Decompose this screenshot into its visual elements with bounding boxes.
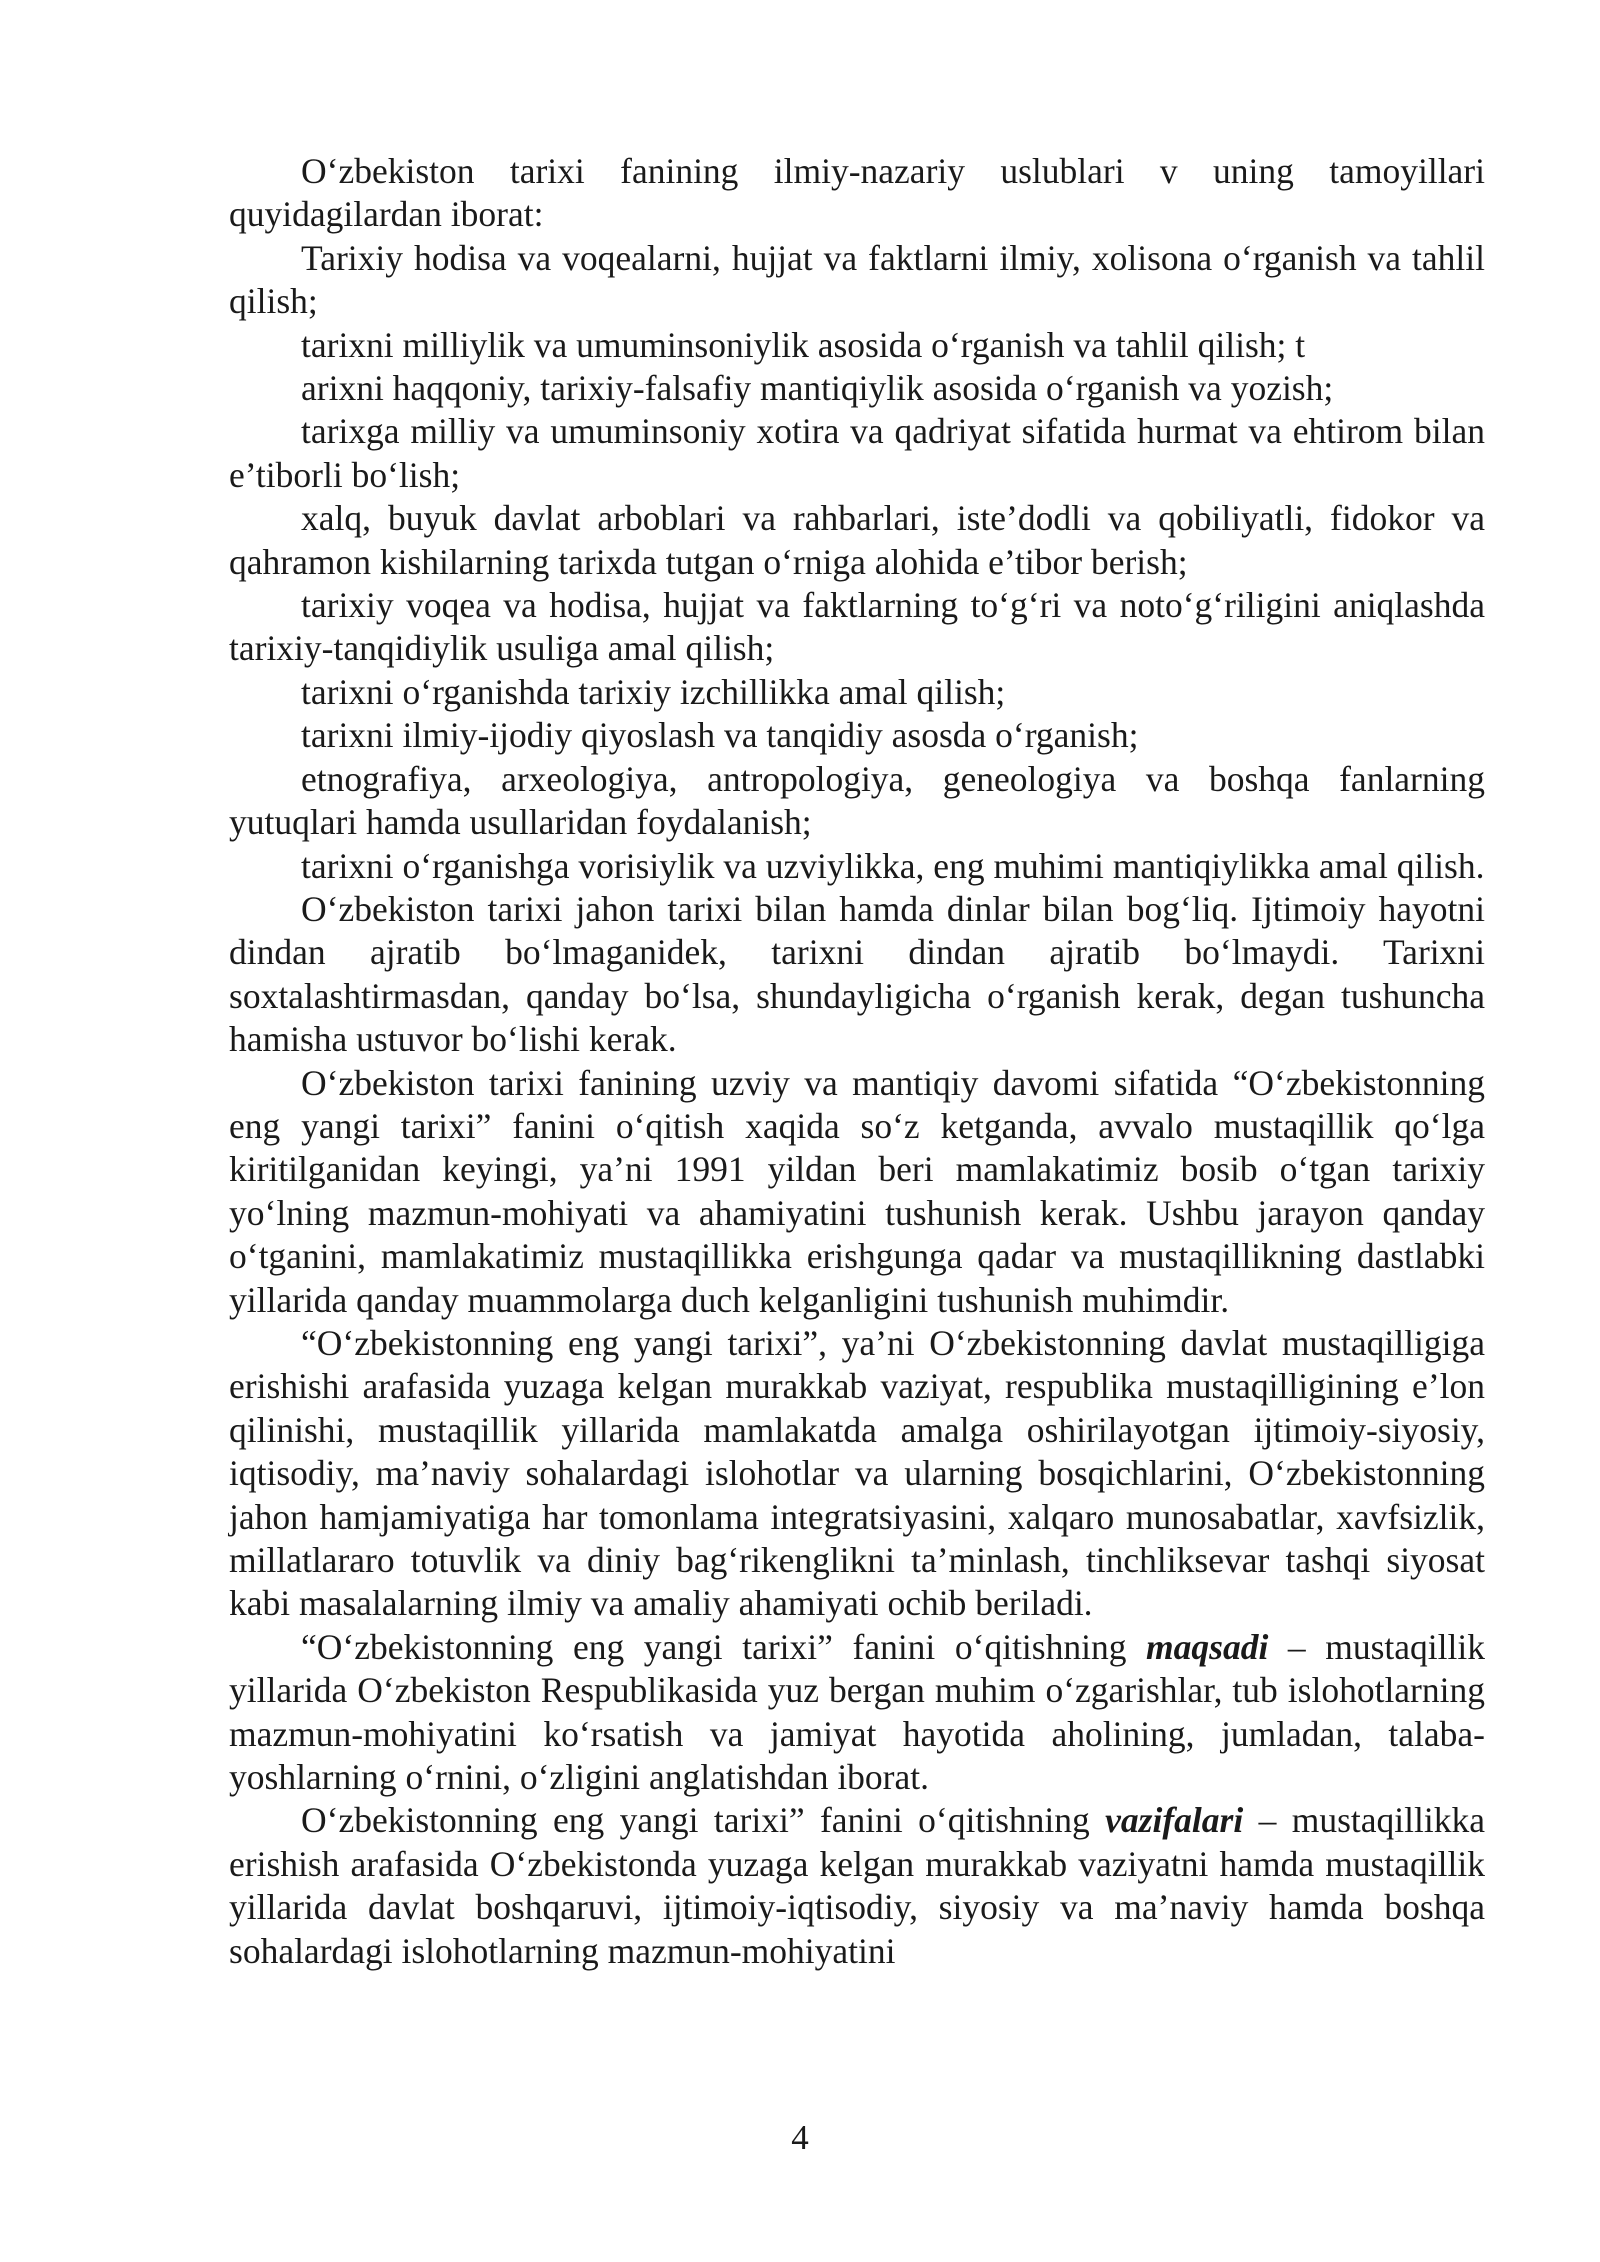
- paragraph-principle-5: xalq, buyuk davlat arboblari va rahbarlari, iste’dodli va qobiliyatli, fidokor va qahramon kishilarning tarixda tutgan o‘rniga alohida e’tibor berish;: [229, 498, 1485, 582]
- purpose-text-before: “O‘zbekistonning eng yangi tarixi” fanini o‘qitishning: [301, 1626, 1147, 1667]
- paragraph-principle-8: tarixni ilmiy-ijodiy qiyoslash va tanqidiy asosda o‘rganish;: [301, 715, 1139, 756]
- paragraph-principle-1: Tarixiy hodisa va voqealarni, hujjat va faktlarni ilmiy, xolisona o‘rganish va tahlil qilish;: [229, 237, 1485, 322]
- tasks-keyword: vazifalari: [1105, 1800, 1244, 1841]
- paragraph-tasks: [229, 1799, 1485, 1973]
- paragraph-principle-3: arixni haqqoniy, tarixiy-falsafiy mantiqiylik asosida o‘rganish va yozish;: [301, 368, 1334, 409]
- paragraph-principle-6: tarixiy voqea va hodisa, hujjat va faktlarning to‘g‘ri va noto‘g‘riligini aniqlashda tarixiy-tanqidiylik usuliga amal qilish;: [229, 585, 1485, 669]
- paragraph-principle-10: tarixni o‘rganishga vorisiylik va uzviylikka, eng muhimi mantiqiylikka amal qilish.: [301, 845, 1485, 886]
- paragraph-newest-history: “O‘zbekistonning eng yangi tarixi”, ya’ni O‘zbekistonning davlat mustaqilligiga erishishi arafasida yuzaga kelgan murakkab vaziyat, respublika mustaqilligining e’lon qilinishi, mustaqillik yillarida mamlakatda amalga oshirilayotgan ijtimoiy-siyosiy, iqtisodiy, ma’naviy sohalardagi islohotlar va ularning bosqichlarini, O‘zbekistonning jahon hamjamiyatiga har tomonlama integratsiyasini, xalqaro munosabatlar, xavfsizlik, millatlararo totuvlik va diniy bag‘rikenglikni ta’minlash, tinchliksevar tashqi siyosat kabi masalalarning ilmiy va amaliy ahamiyati ochib beriladi.: [229, 1322, 1485, 1624]
- page-number: 4: [791, 2118, 809, 2157]
- paragraph-principle-4: tarixga milliy va umuminsoniy xotira va qadriyat sifatida hurmat va ehtirom bilan e’tiborli bo‘lish;: [229, 411, 1485, 495]
- paragraph-principle-7: tarixni o‘rganishda tarixiy izchillikka amal qilish;: [301, 671, 1006, 712]
- paragraph-principle-2: tarixni milliylik va umuminsoniylik asosida o‘rganish va tahlil qilish; t: [301, 324, 1306, 365]
- paragraph-purpose: [229, 1626, 1485, 1800]
- paragraph-history-religion: O‘zbekiston tarixi jahon tarixi bilan hamda dinlar bilan bog‘liq. Ijtimoiy hayotni dindan ajratib bo‘lmaganidek, tarixni dindan ajratib bo‘lmaydi. Tarixni soxtalashtirmasdan, qanday bo‘lsa, shundayligicha o‘rganish kerak, degan tushuncha hamisha ustuvor bo‘lishi kerak.: [229, 888, 1485, 1060]
- tasks-text-after: – mustaqillikka erishish arafasida O‘zbekistonda yuzaga kelgan murakkab vaziyatni hamda mustaqillik yillarida davlat boshqaruvi, ijtimoiy-iqtisodiy, siyosiy va ma’naviy hamda boshqa sohalardagi islohotlarning mazmun-mohiyatini: [229, 1800, 1485, 1971]
- tasks-text-before: O‘zbekistonning eng yangi tarixi” fanini o‘qitishning: [301, 1800, 1106, 1841]
- purpose-text-after: – mustaqillik yillarida O‘zbekiston Respublikasida yuz bergan muhim o‘zgarishlar, tub islohotlarning mazmun-mohiyatini ko‘rsatish va jamiyat hayotida aholining, jumladan, talaba-yoshlarning o‘rnini, o‘zligini anglatishdan iborat.: [229, 1626, 1485, 1798]
- purpose-keyword: maqsadi: [1146, 1626, 1269, 1667]
- page-body: [229, 150, 1485, 1973]
- paragraph-intro: O‘zbekiston tarixi fanining ilmiy-nazariy uslublari v uning tamoyillari quyidagilardan iborat:: [229, 151, 1485, 235]
- paragraph-principle-9: etnografiya, arxeologiya, antropologiya, geneologiya va boshqa fanlarning yutuqlari hamda usullaridan foydalanish;: [229, 758, 1485, 843]
- paragraph-continuation: O‘zbekiston tarixi fanining uzviy va mantiqiy davomi sifatida “O‘zbekistonning eng yangi tarixi” fanini o‘qitish xaqida so‘z ketganda, avvalo mustaqillik qo‘lga kiritilganidan keyingi, ya’ni 1991 yildan beri mamlakatimiz bosib o‘tgan tarixiy yo‘lning mazmun-mohiyati va ahamiyatini tushunish kerak. Ushbu jarayon qanday o‘tganini, mamlakatimiz mustaqillikka erishgunga qadar va mustaqillikning dastlabki yillarida qanday muammolarga duch kelganligini tushunish muhimdir.: [229, 1062, 1485, 1320]
